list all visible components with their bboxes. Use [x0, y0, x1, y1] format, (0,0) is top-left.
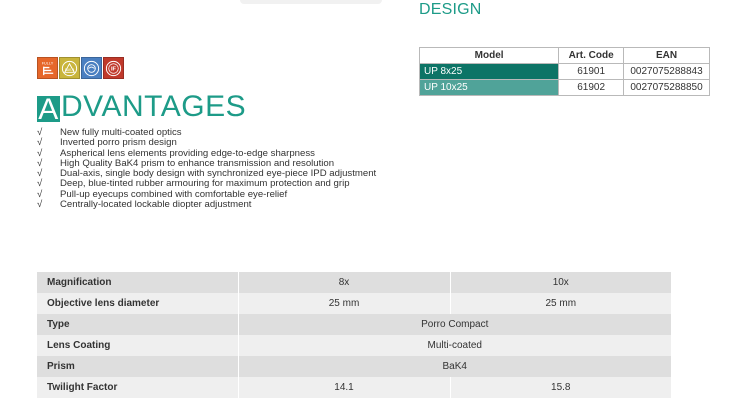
table-row — [37, 377, 672, 398]
spec-label: Type — [37, 314, 238, 335]
model-name: UP 10x25 — [420, 80, 559, 96]
design-title: DESIGN — [419, 1, 482, 18]
feature-badges — [37, 57, 124, 79]
spec-label: Twilight Factor — [37, 377, 238, 398]
spec-value-8x25: 25 mm — [238, 293, 450, 314]
model-table — [419, 47, 710, 96]
model-col-header: Model — [420, 48, 559, 64]
check-icon: √ — [37, 168, 43, 180]
art-code: 61901 — [559, 64, 624, 80]
check-icon: √ — [37, 199, 43, 211]
advantage-text: Centrally-located lockable diopter adjustment — [60, 199, 252, 211]
spec-value-shared: BaK4 — [238, 356, 672, 377]
check-icon: √ — [37, 137, 43, 149]
spec-label: Lens Coating — [37, 335, 238, 356]
spec-value-8x25: 14.1 — [238, 377, 450, 398]
ean: 0027075288843 — [624, 64, 710, 80]
model-name: UP 8x25 — [420, 64, 559, 80]
top-shadow — [240, 0, 382, 4]
advantages-first-letter: A — [38, 96, 59, 122]
internal-focus-icon — [103, 57, 124, 79]
ean-col-header: EAN — [624, 48, 710, 64]
spec-value-10x25: 10x — [450, 272, 672, 293]
advantages-list — [37, 128, 376, 210]
badge-text: IF — [110, 66, 117, 73]
spec-value-10x25: 15.8 — [450, 377, 672, 398]
check-icon: √ — [37, 178, 43, 190]
waterproof-icon — [81, 57, 102, 79]
model-table-header — [420, 48, 710, 64]
spec-value-shared: Multi-coated — [238, 335, 672, 356]
advantage-text: High Quality BaK4 prism to enhance transmission and resolution — [60, 157, 335, 169]
table-row — [420, 64, 710, 80]
check-icon: √ — [37, 127, 43, 138]
check-icon: √ — [37, 157, 43, 169]
specs-table — [37, 272, 672, 398]
advantages-heading — [37, 90, 246, 122]
advantage-text: Dual-axis, single body design with synchronized eye-piece IPD adjustment — [60, 168, 377, 180]
art-code: 61902 — [559, 80, 624, 96]
spec-value-10x25: 25 mm — [450, 293, 672, 314]
table-row — [37, 314, 672, 335]
table-row — [420, 80, 710, 96]
advantage-text: Inverted porro prism design — [60, 137, 177, 149]
spec-label: Magnification — [37, 272, 238, 293]
list-item — [37, 200, 376, 210]
spec-label: Prism — [37, 356, 238, 377]
art-code-col-header: Art. Code — [559, 48, 624, 64]
table-row — [37, 335, 672, 356]
check-icon: √ — [37, 188, 43, 200]
table-row — [37, 293, 672, 314]
check-icon: √ — [37, 147, 43, 159]
advantages-heading-rest: DVANTAGES — [61, 90, 247, 123]
bak4-prism-icon — [59, 57, 80, 79]
table-row — [37, 272, 672, 293]
badge-text: FULLY — [41, 61, 54, 66]
advantage-text: Pull-up eyecups combined with comfortable eye-relief — [60, 188, 288, 200]
spec-label: Objective lens diameter — [37, 293, 238, 314]
spec-value-shared: Porro Compact — [238, 314, 672, 335]
ean: 0027075288850 — [624, 80, 710, 96]
fully-multicoated-icon — [37, 57, 58, 79]
table-row — [37, 356, 672, 377]
badge-text: BAK-4 — [64, 67, 75, 72]
advantage-text: Deep, blue-tinted rubber armouring for maximum protection and grip — [60, 178, 350, 190]
advantage-text: New fully multi-coated optics — [60, 127, 182, 138]
spec-value-8x25: 8x — [238, 272, 450, 293]
advantage-text: Aspherical lens elements providing edge-to-edge sharpness — [60, 147, 315, 159]
